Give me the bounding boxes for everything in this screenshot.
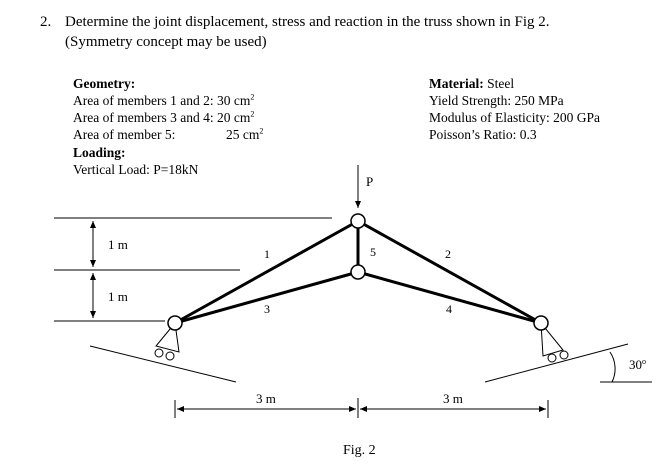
material-yield: Yield Strength: 250 MPa xyxy=(429,93,564,108)
geometry-row-3-value-text: 25 cm xyxy=(226,127,260,142)
dim-label-span-right: 3 m xyxy=(443,391,463,406)
question-line-2: (Symmetry concept may be used) xyxy=(65,34,267,50)
geometry-row-1-sup: 2 xyxy=(250,92,255,102)
question-line-1: Determine the joint displacement, stress and reaction in the truss shown in Fig 2. xyxy=(65,14,550,30)
load-label: P xyxy=(366,174,374,189)
joint-middle xyxy=(351,265,365,279)
geometry-row-3-label: Area of member 5: xyxy=(73,127,176,142)
member-3-label: 3 xyxy=(264,302,270,316)
geometry-row-3-sup: 2 xyxy=(259,126,264,136)
geometry-row-2-sup: 2 xyxy=(250,109,255,119)
member-1-label: 1 xyxy=(264,247,270,261)
member-4-label: 4 xyxy=(446,302,452,316)
angle-label: 30$^o$ xyxy=(629,357,646,372)
joint-left-support xyxy=(168,316,182,330)
geometry-heading: Geometry: xyxy=(73,76,136,91)
member-5-label: 5 xyxy=(370,245,376,259)
material-heading: Material: xyxy=(429,76,484,91)
joint-top xyxy=(351,214,365,228)
question-number: 2. xyxy=(40,14,52,30)
joint-right-support xyxy=(534,316,548,330)
left-roller-support xyxy=(90,323,236,382)
material-modulus: Modulus of Elasticity: 200 GPa xyxy=(429,110,600,125)
dim-label-height-2: 1 m xyxy=(108,289,128,304)
figure-caption: Fig. 2 xyxy=(343,443,376,458)
geometry-row-1-text: Area of members 1 and 2: 30 cm xyxy=(73,93,251,108)
dim-label-height-1: 1 m xyxy=(108,237,128,252)
material-name: Steel xyxy=(483,76,515,91)
loading-heading: Loading: xyxy=(73,145,126,160)
material-poisson: Poisson’s Ratio: 0.3 xyxy=(429,127,537,142)
dim-label-span-left: 3 m xyxy=(256,391,276,406)
geometry-row-2-text: Area of members 3 and 4: 20 cm xyxy=(73,110,251,125)
right-roller-support xyxy=(485,323,652,382)
member-2-label: 2 xyxy=(445,247,451,261)
loading-text: Vertical Load: P=18kN xyxy=(73,162,199,177)
